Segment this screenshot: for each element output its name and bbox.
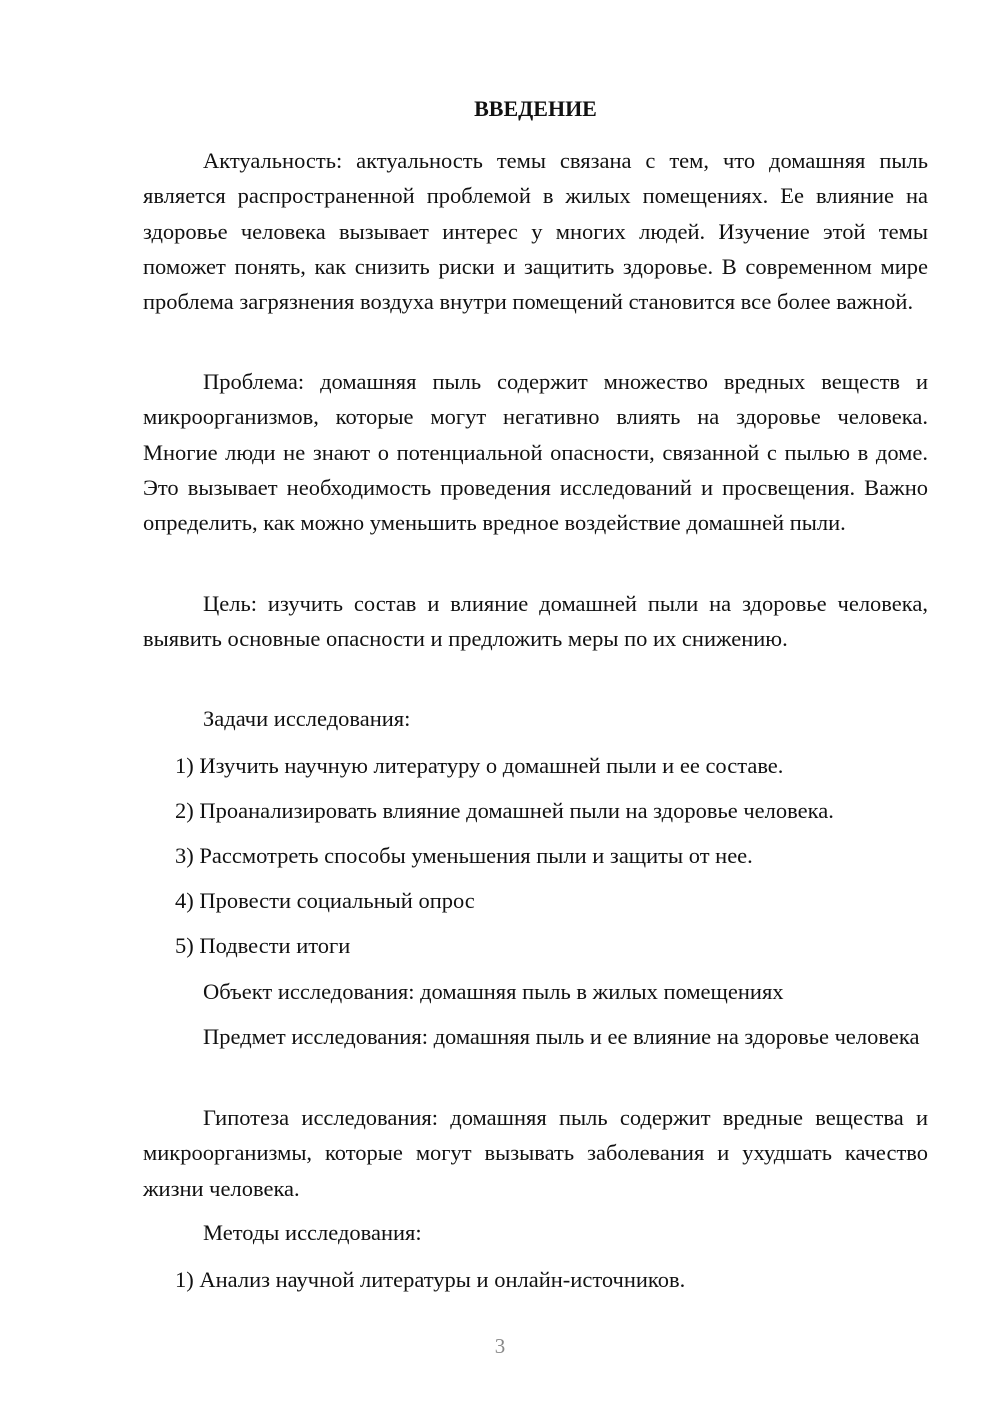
problem-paragraph: Проблема: домашняя пыль содержит множество вредных веществ и микроорганизмов, которые могут негативно влиять на здоровье человека. Многие люди не знают о потенциальной опасности, связанной с пылью в доме. Это вызывает необходимость проведения исследований и просвещения. Важно определить, как можно уменьшить вредное воздействие домашней пыли. [143, 369, 928, 536]
page-number: 3 [494, 1334, 506, 1358]
task-item: 2) Проанализировать влияние домашней пыли на здоровье человека. [175, 798, 834, 823]
methods-heading: Методы исследования: [203, 1220, 422, 1245]
subject-paragraph: Предмет исследования: домашняя пыль и ее влияние на здоровье человека [203, 1024, 920, 1049]
hypothesis-paragraph: Гипотеза исследования: домашняя пыль содержит вредные вещества и микроорганизмы, которые могут вызывать заболевания и ухудшать качество жизни человека. [143, 1105, 928, 1201]
goal-paragraph: Цель: изучить состав и влияние домашней пыли на здоровье человека, выявить основные опасности и предложить меры по их снижению. [143, 591, 928, 652]
object-paragraph: Объект исследования: домашняя пыль в жилых помещениях [203, 979, 784, 1004]
relevance-paragraph: Актуальность: актуальность темы связана с тем, что домашняя пыль является распространенной проблемой в жилых помещениях. Ее влияние на здоровье человека вызывает интерес у многих людей. Изучение этой темы поможет понять, как снизить риски и защитить здоровье. В современном мире проблема загрязнения воздуха внутри помещений становится все более важной. [143, 148, 928, 315]
task-item: 4) Провести социальный опрос [175, 888, 475, 913]
task-item: 5) Подвести итоги [175, 933, 351, 958]
task-item: 3) Рассмотреть способы уменьшения пыли и защиты от нее. [175, 843, 753, 868]
section-title: ВВЕДЕНИЕ [474, 96, 597, 121]
tasks-heading: Задачи исследования: [203, 706, 411, 731]
method-item: 1) Анализ научной литературы и онлайн-источников. [175, 1267, 686, 1292]
task-item: 1) Изучить научную литературу о домашней пыли и ее составе. [175, 753, 784, 778]
